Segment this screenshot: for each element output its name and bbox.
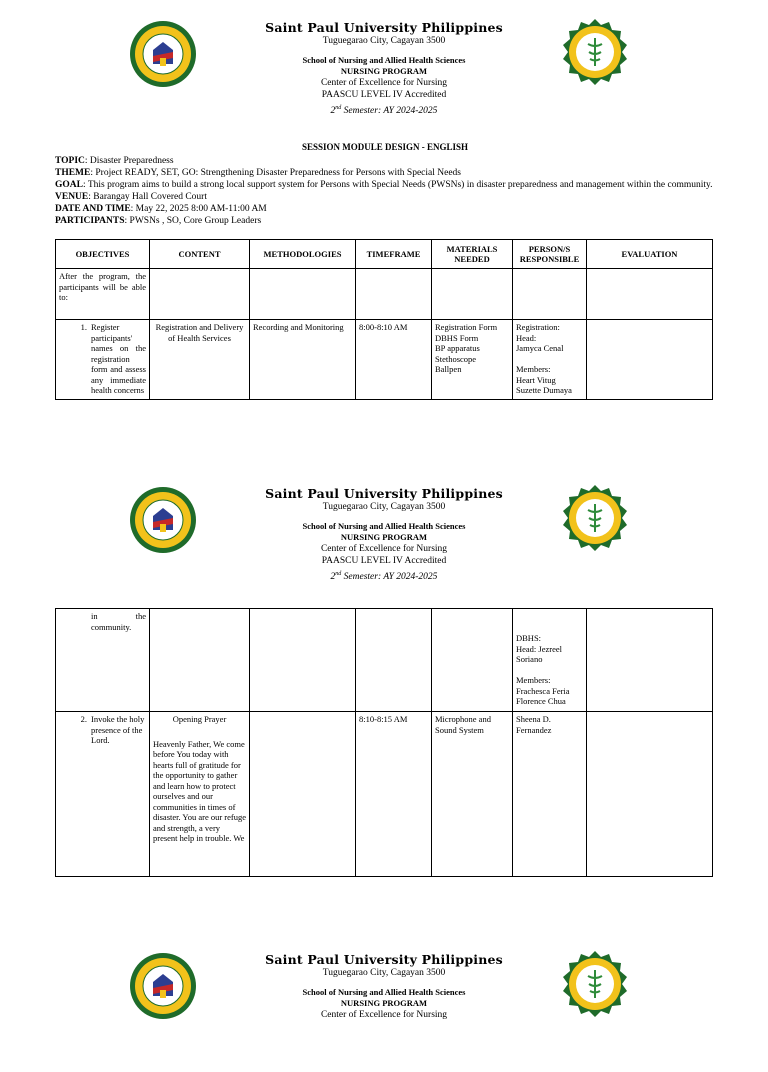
program-name: NURSING PROGRAM (340, 65, 428, 76)
session-table-1 (55, 239, 713, 400)
theme-line: THEME: Project READY, SET, GO: Strengthening Disaster Preparedness for Persons with Special Needs (55, 168, 461, 178)
goal-line: GOAL: This program aims to build a strong local support system for Persons with Special Needs (PWSNs) in disaster preparedness and management within the community. (55, 180, 713, 190)
header-timeframe: TIMEFRAME (356, 240, 432, 269)
persons-cell: DBHS: Head: Jezreel Soriano Members: Frachesca Feria Florence Chua (513, 609, 587, 712)
accreditation-line: PAASCU LEVEL IV Accredited (321, 90, 447, 100)
spup-seal-icon (129, 20, 197, 88)
program-name: NURSING PROGRAM (340, 531, 428, 542)
session-info (55, 141, 715, 227)
excellence-line: Center of Excellence for Nursing (320, 543, 448, 554)
persons-cell: Sheena D. Fernandez (513, 712, 587, 877)
objective-cell: 2. Invoke the holy presence of the Lord. (56, 712, 150, 877)
nursing-seal-icon (561, 18, 629, 86)
participants-line: PARTICIPANTS: PWSNs , SO, Core Group Leaders (55, 216, 262, 226)
school-name: School of Nursing and Allied Health Sciences (302, 986, 466, 997)
header-materials: MATERIALS NEEDED (432, 240, 513, 269)
spup-seal-icon (129, 486, 197, 554)
school-name: School of Nursing and Allied Health Sciences (302, 520, 466, 531)
content-cell: Registration and Delivery of Health Services (150, 320, 250, 400)
materials-cell: Registration Form DBHS Form BP apparatus Stethoscope Ballpen (432, 320, 513, 400)
page-header-3 (0, 952, 768, 1072)
header-persons: PERSON/S RESPONSIBLE (513, 240, 587, 269)
header-content: CONTENT (150, 240, 250, 269)
intro-cell: After the program, the participants will be able to: (56, 269, 150, 320)
page-header-2 (0, 486, 768, 606)
university-name: Saint Paul University Philippines (265, 486, 503, 501)
program-name: NURSING PROGRAM (340, 997, 428, 1008)
spup-seal-icon (129, 952, 197, 1020)
timeframe-cell: 8:00-8:10 AM (356, 320, 432, 400)
topic-line: TOPIC: Disaster Preparedness (55, 156, 174, 166)
header-methodologies: METHODOLOGIES (250, 240, 356, 269)
venue-line: VENUE: Barangay Hall Covered Court (55, 192, 207, 202)
persons-cell: Registration: Head: Jamyca Cenal Members: Heart Vitug Suzette Dumaya (513, 320, 587, 400)
timeframe-cell: 8:10-8:15 AM (356, 712, 432, 877)
table-row (56, 320, 713, 400)
content-cell: Opening Prayer Heavenly Father, We come before You today with hearts full of gratitude for the opportunity to gather and learn how to protect ourselves and our communities in times of disaster. You are our refuge and strength, a very present help in trouble. We (150, 712, 250, 877)
methodology-cell: Recording and Monitoring (250, 320, 356, 400)
nursing-seal-icon (561, 484, 629, 552)
excellence-line: Center of Excellence for Nursing (320, 1009, 448, 1020)
university-address: Tuguegarao City, Cagayan 3500 (322, 968, 446, 978)
objective-cell: 1. Register participants' names on the registration form and assess any immediate health concerns (56, 320, 150, 400)
excellence-line: Center of Excellence for Nursing (320, 77, 448, 88)
accreditation-line: PAASCU LEVEL IV Accredited (321, 556, 447, 566)
university-name: Saint Paul University Philippines (265, 952, 503, 967)
date-line: DATE AND TIME: May 22, 2025 8:00 AM-11:00 AM (55, 204, 267, 214)
table-row (56, 609, 713, 712)
page-header-1 (0, 20, 768, 140)
header-objectives: OBJECTIVES (56, 240, 150, 269)
header-evaluation: EVALUATION (587, 240, 713, 269)
materials-cell: Microphone and Sound System (432, 712, 513, 877)
nursing-seal-icon (561, 950, 629, 1018)
session-table-2 (55, 608, 713, 877)
university-address: Tuguegarao City, Cagayan 3500 (322, 36, 446, 46)
table-row (56, 712, 713, 877)
session-title: SESSION MODULE DESIGN - ENGLISH (301, 142, 469, 152)
objective-cell: in the community. (56, 609, 150, 712)
semester-line: 2nd Semester: AY 2024-2025 (330, 104, 438, 116)
semester-line: 2nd Semester: AY 2024-2025 (330, 570, 438, 582)
evaluation-cell (587, 320, 713, 400)
university-address: Tuguegarao City, Cagayan 3500 (322, 502, 446, 512)
table-row (56, 269, 713, 320)
prayer-text: Heavenly Father, We come before You today with hearts full of gratitude for the opportunity to gather and learn how to protect ourselves and our communities in times of disaster. You are our refuge and strength, a very present help in trouble. We (153, 738, 247, 843)
university-name: Saint Paul University Philippines (265, 20, 503, 35)
school-name: School of Nursing and Allied Health Sciences (302, 54, 466, 65)
